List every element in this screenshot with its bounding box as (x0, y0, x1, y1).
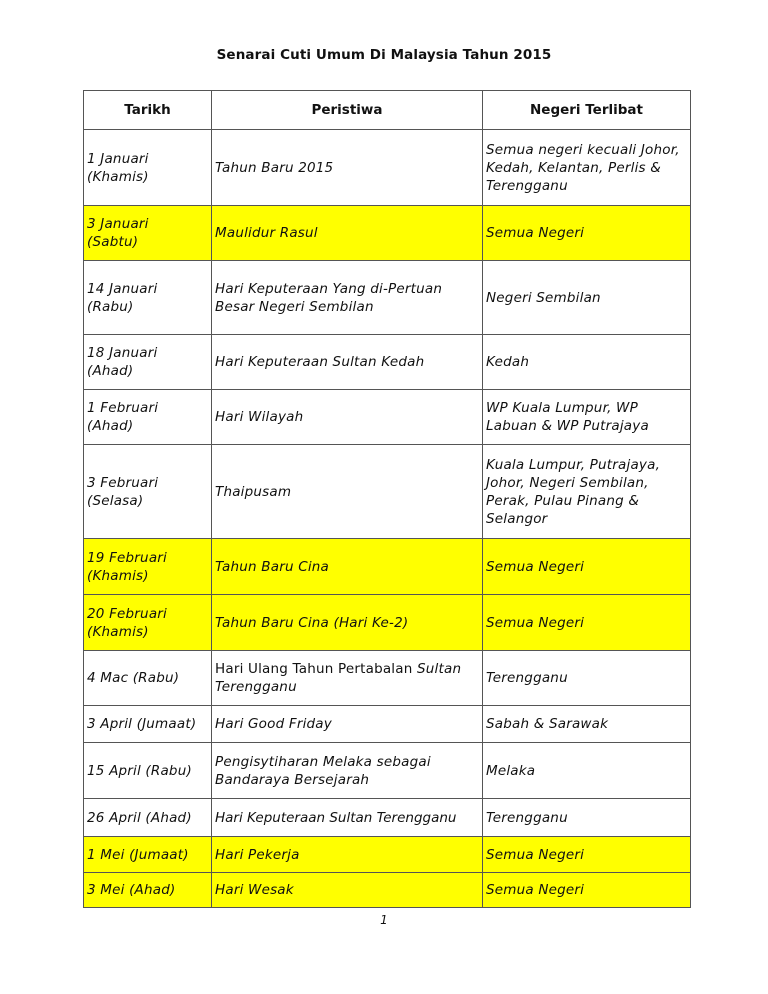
table-row (84, 799, 691, 837)
cell-date: 14 Januari (Rabu) (84, 261, 212, 335)
cell-date: 3 Mei (Ahad) (84, 873, 212, 908)
cell-states: Terengganu (483, 651, 691, 706)
table-row (84, 445, 691, 539)
table-row (84, 390, 691, 445)
cell-event: Hari Keputeraan Yang di-Pertuan Besar Negeri Sembilan (212, 261, 483, 335)
cell-states: Terengganu (483, 799, 691, 837)
table-row (84, 651, 691, 706)
cell-states: Semua Negeri (483, 595, 691, 651)
table-row (84, 837, 691, 873)
table-row (84, 130, 691, 206)
table-row (84, 261, 691, 335)
cell-date: 18 Januari (Ahad) (84, 335, 212, 390)
page-number: 1 (380, 913, 388, 927)
cell-date: 19 Februari (Khamis) (84, 539, 212, 595)
cell-date: 3 April (Jumaat) (84, 706, 212, 743)
header-event: Peristiwa (212, 91, 483, 130)
cell-states: Semua Negeri (483, 873, 691, 908)
cell-event: Tahun Baru Cina (Hari Ke-2) (212, 595, 483, 651)
cell-event: Tahun Baru 2015 (212, 130, 483, 206)
cell-date: 4 Mac (Rabu) (84, 651, 212, 706)
cell-event: Thaipusam (212, 445, 483, 539)
cell-event: Hari Keputeraan Sultan Kedah (212, 335, 483, 390)
cell-states: WP Kuala Lumpur, WP Labuan & WP Putrajaya (483, 390, 691, 445)
cell-date: 1 Januari (Khamis) (84, 130, 212, 206)
event-lead-text: Hari Ulang Tahun Pertabalan (215, 661, 413, 677)
cell-event: Hari Pekerja (212, 837, 483, 873)
cell-states: Semua Negeri (483, 539, 691, 595)
cell-states: Sabah & Sarawak (483, 706, 691, 743)
cell-states: Negeri Sembilan (483, 261, 691, 335)
cell-date: 3 Februari (Selasa) (84, 445, 212, 539)
cell-date: 20 Februari (Khamis) (84, 595, 212, 651)
cell-event (212, 651, 483, 706)
cell-event: Hari Wesak (212, 873, 483, 908)
cell-states: Kuala Lumpur, Putrajaya, Johor, Negeri Sembilan, Perak, Pulau Pinang & Selangor (483, 445, 691, 539)
table-row (84, 206, 691, 261)
cell-event: Tahun Baru Cina (212, 539, 483, 595)
cell-date: 1 Februari (Ahad) (84, 390, 212, 445)
cell-states: Semua Negeri (483, 206, 691, 261)
header-date: Tarikh (84, 91, 212, 130)
table-header-row (84, 91, 691, 130)
cell-event: Hari Keputeraan Sultan Terengganu (212, 799, 483, 837)
cell-date: 1 Mei (Jumaat) (84, 837, 212, 873)
cell-event: Hari Wilayah (212, 390, 483, 445)
holiday-table (83, 90, 691, 908)
cell-date: 26 April (Ahad) (84, 799, 212, 837)
cell-event: Maulidur Rasul (212, 206, 483, 261)
cell-event: Hari Good Friday (212, 706, 483, 743)
table-row (84, 706, 691, 743)
page-title: Senarai Cuti Umum Di Malaysia Tahun 2015 (216, 47, 552, 63)
table-row (84, 743, 691, 799)
cell-states: Kedah (483, 335, 691, 390)
header-states: Negeri Terlibat (483, 91, 691, 130)
table-row (84, 873, 691, 908)
cell-date: 15 April (Rabu) (84, 743, 212, 799)
cell-date: 3 Januari (Sabtu) (84, 206, 212, 261)
table-row (84, 335, 691, 390)
cell-event: Pengisytiharan Melaka sebagai Bandaraya Bersejarah (212, 743, 483, 799)
cell-states: Semua negeri kecuali Johor, Kedah, Kelantan, Perlis & Terengganu (483, 130, 691, 206)
event-rest-text: Sultan Terengganu (215, 661, 462, 695)
table-row (84, 595, 691, 651)
cell-states: Semua Negeri (483, 837, 691, 873)
cell-states: Melaka (483, 743, 691, 799)
table-row (84, 539, 691, 595)
